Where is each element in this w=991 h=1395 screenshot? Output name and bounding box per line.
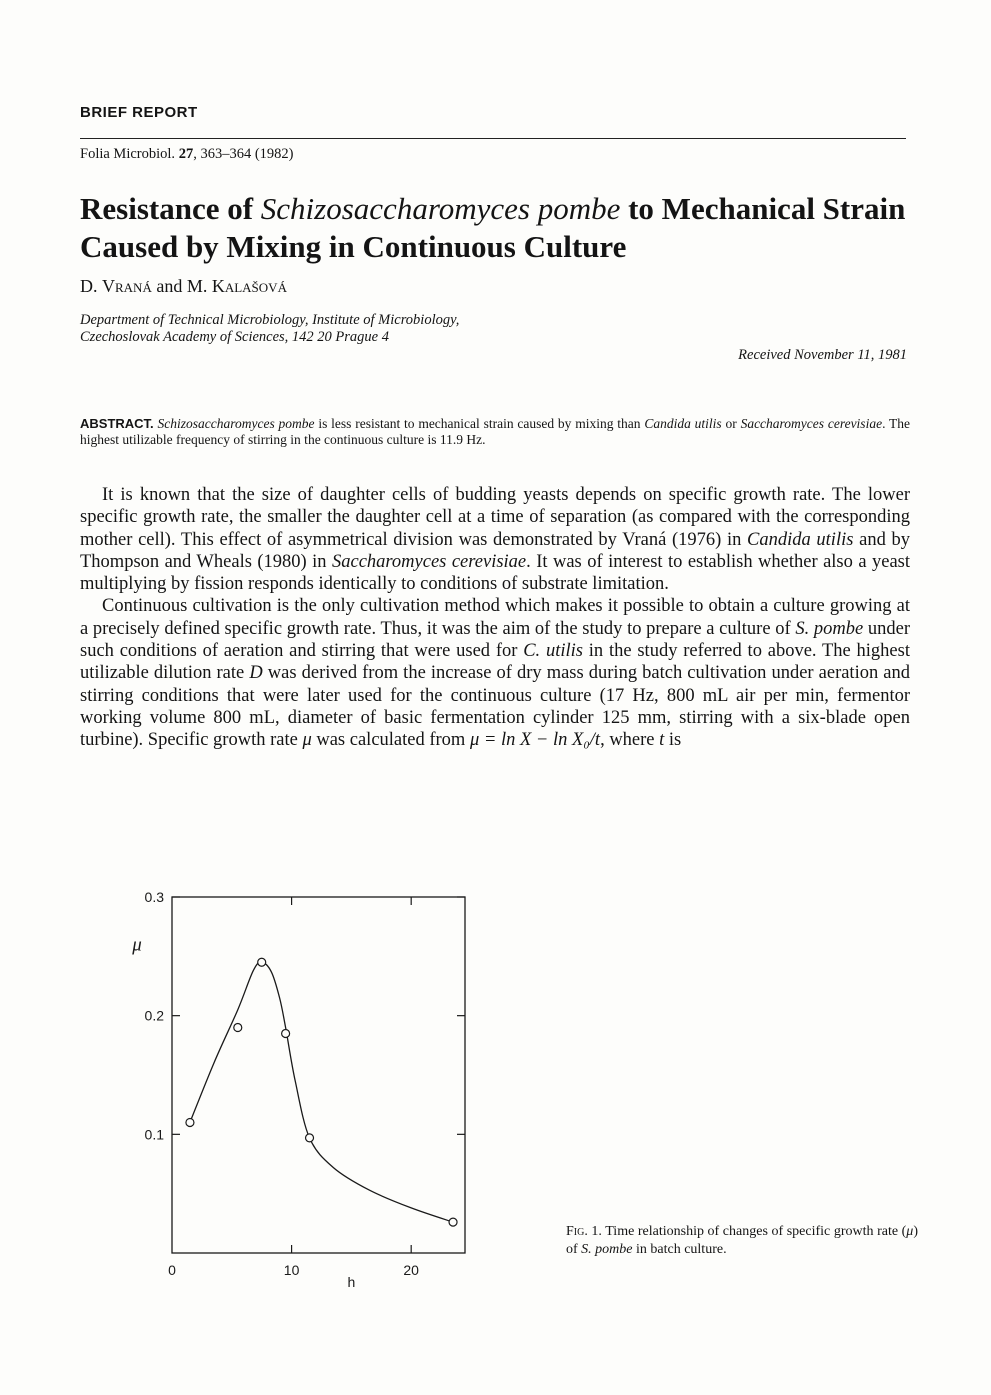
- author-conjunction: and M.: [151, 276, 212, 296]
- y-tick-label: 0.1: [144, 1126, 164, 1143]
- data-point: [306, 1134, 314, 1142]
- caption-text-b: ) of: [566, 1224, 918, 1257]
- author1-initial: D.: [80, 276, 102, 296]
- y-tick-label: 0.2: [144, 1007, 164, 1024]
- p2-text-e: was calculated from: [311, 730, 470, 751]
- p2-symbol-d: D: [249, 663, 263, 684]
- received-date: Received November 11, 1981: [738, 347, 907, 363]
- p2-text-c: in the study referred to above. The highest utilizable dilution rate: [80, 641, 910, 684]
- title-species: Schizosaccharomyces pombe: [260, 191, 621, 226]
- affiliation-line2: Czechoslovak Academy of Sciences, 142 20 Prague 4: [80, 329, 389, 345]
- x-tick-label: 10: [283, 1262, 300, 1278]
- p1-text-c: . It was of interest to establish whether also a yeast multiplying by fission responds identically to conditions of substrate limitation.: [80, 551, 911, 595]
- abstract: [80, 416, 910, 448]
- p2-text-f: , where: [600, 730, 660, 751]
- p2-text-g: is: [664, 730, 682, 751]
- p2-text-d: was derived from the increase of dry mass during batch cultivation under aeration and stirring conditions that were later used for the continuous culture (17 Hz, 800 mL air per min, fermentor working volume 800 mL, diameter of basic fermentation cylinder 125 mm, stirring with a six-blade open turbine). Specific growth rate: [80, 663, 910, 751]
- abstract-species3: Saccharomyces cerevisiae: [740, 416, 883, 431]
- caption-label: Fig. 1.: [566, 1224, 602, 1239]
- caption-symbol-mu: μ: [906, 1224, 914, 1239]
- title-part1: Resistance of: [80, 191, 261, 226]
- data-point: [282, 1029, 290, 1037]
- title-part2: to Mechanical Strain Caused by Mixing in Continuous Culture: [80, 191, 906, 264]
- caption-text-a: Time relationship of changes of specific growth rate (: [601, 1224, 907, 1239]
- data-point: [258, 958, 266, 966]
- x-tick-label: 20: [403, 1262, 419, 1278]
- affiliation-line1: Department of Technical Microbiology, Institute of Microbiology,: [80, 312, 460, 328]
- p2-formula: μ = ln X − ln X₀/t: [469, 730, 601, 751]
- author2-surname: Kalašová: [211, 276, 287, 296]
- figure-caption: [566, 1223, 918, 1259]
- journal-name: Folia Microbiol.: [80, 146, 176, 162]
- data-point: [449, 1218, 457, 1226]
- body-text: [80, 484, 910, 752]
- plot-frame: [172, 897, 465, 1253]
- p2-species1: S. pombe: [795, 618, 864, 639]
- p2-species2: C. utilis: [523, 641, 583, 662]
- abstract-text2: or: [721, 416, 741, 431]
- paragraph-1: [80, 484, 910, 595]
- growth-rate-chart: [120, 880, 500, 1300]
- p1-species1: Candida utilis: [747, 529, 854, 550]
- y-tick-label: 0.3: [144, 889, 164, 905]
- journal-volume: 27: [178, 146, 194, 162]
- p2-text-b: under such conditions of aeration and stirring that were used for: [80, 618, 911, 662]
- caption-species: S. pombe: [581, 1242, 633, 1257]
- p2-symbol-t: t: [659, 730, 665, 751]
- abstract-text1: is less resistant to mechanical strain caused by mixing than: [314, 416, 645, 431]
- x-axis-label: h: [347, 1274, 356, 1290]
- paragraph-2: [80, 595, 910, 751]
- p1-text-a: It is known that the size of daughter cells of budding yeasts depends on specific growth rate. The lower specific growth rate, the smaller the daughter cell at a time of separation (as compared with the corresponding mother cell). This effect of asymmetrical division was demonstrated by Vraná (1976) in: [80, 485, 910, 550]
- authors: [80, 276, 287, 297]
- caption-text-c: in batch culture.: [632, 1242, 727, 1257]
- x-tick-label: 0: [168, 1262, 176, 1278]
- journal-citation: [80, 146, 293, 163]
- y-axis-label: μ: [132, 934, 142, 956]
- author1-surname: Vraná: [102, 276, 152, 296]
- affiliation: [80, 312, 459, 346]
- p1-species2: Saccharomyces cerevisiae: [332, 551, 527, 572]
- data-point: [234, 1024, 242, 1032]
- journal-pages: , 363–364 (1982): [193, 146, 294, 162]
- abstract-species2: Candida utilis: [644, 416, 722, 431]
- data-point: [186, 1118, 194, 1126]
- header-rule: [80, 138, 906, 139]
- figure-1: [120, 880, 500, 1300]
- section-label: BRIEF REPORT: [80, 104, 198, 121]
- p1-text-b: and by Thompson and Wheals (1980) in: [80, 529, 910, 572]
- fitted-curve: [190, 962, 453, 1222]
- p2-text-a: Continuous cultivation is the only cultivation method which makes it possible to obtain a culture growing at a precisely defined specific growth rate. Thus, it was the aim of the study to prepare a culture of: [80, 596, 910, 639]
- abstract-text3: . The highest utilizable frequency of stirring in the continuous culture is 11.9 Hz.: [80, 416, 910, 447]
- abstract-label: ABSTRACT.: [80, 416, 154, 431]
- paper-title: [80, 190, 920, 266]
- p2-symbol-mu: μ: [302, 730, 312, 751]
- abstract-species1: Schizosaccharomyces pombe: [157, 416, 315, 431]
